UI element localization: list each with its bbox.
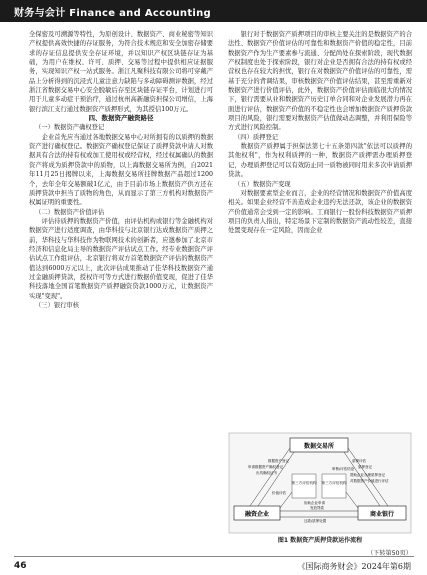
edge-label: 出具确权证书 xyxy=(256,471,277,475)
subsection-heading: （五）数据资产变现 xyxy=(234,180,291,188)
subsection-heading: （四）质押登记 xyxy=(234,133,279,141)
subsection-heading: （一）数据资产确权登记 xyxy=(35,124,105,132)
node-enterprise-label: 融资企业 xyxy=(244,511,270,518)
edge-label: 数据资产登记 xyxy=(268,459,289,463)
paragraph: 数据资产质押属于担保法第七十五条第四款"依法可以质押的其他权利"，作为权利质押的一种，数据资产质押需办理质押登记，办理质押登记可以有效防止同一质物被同时用来多次申请质押贷款。 xyxy=(228,143,412,179)
flow-diagram xyxy=(228,432,412,546)
node-exchange-label: 数据交易所 xyxy=(303,443,335,450)
page-number: 46 xyxy=(14,561,27,571)
paragraph: 企业首先应当通过各地数据交易中心对所拥有的以质押的数据资产进行确权登记。数据资产确权登记保证了质押贷款申请人对数据具有合法的持有权或加工使用权或经营权，经过权属确认的数据资产将成为质押贷款中的质物，以上海数据交易所为例，自2021年11月25日揭牌以来，上海数据交易所挂牌数据产品超过1200个，去年全年交易额破1亿元，由于目前市场上数据资产供方还在质押贷款中担当了质物的角色，从而显示了第三方机构对数据资产权属证明的重要性。 xyxy=(29,133,213,207)
node-assessor-right xyxy=(322,474,346,498)
node-bank-label: 商业银行 xyxy=(369,511,395,518)
subsection-heading: （二）数据资产价值评估 xyxy=(35,208,105,216)
edge-label: 还款/质押处置 xyxy=(304,519,327,523)
section-header: 财务与会计 Finance and Accounting xyxy=(14,8,212,19)
section-heading: 四、数据资产融资路径 xyxy=(88,114,154,123)
paragraph: 银行对于数据资产质押项目的审核主要关注的是数据资产的合法性、数据资产价值评估的可靠性和数据资产价值的稳定性，目前数据资产作为生产要素参与流通、分配尚处在探索阶段，现代数据产权制度也处于探索阶段，银行对企业是否拥有合法的持有权或经营权也存在较大的担忧，银行在对数据资产价值评估的可靠性，需基于充分的背调结果，审核数据资产价值评估结果，甚至需重新对数据资产进行价值评估，此外，数据资产价值评估面临很大的情况下，银行需要从业和数据资产历史订单合同和对企业发展潜力再在面进行评估，数据资产价值的不稳定性也会增加数据资产质押贷款项目的风险，银行需要对数据资产估值做动态调整，并利用保险等方式进行风险控制。 xyxy=(228,31,412,132)
continued-note: （下转第50页） xyxy=(367,550,412,557)
edge-label: 质押登记 xyxy=(358,465,372,469)
footer-divider xyxy=(14,556,414,557)
node-assessor-left xyxy=(292,474,316,498)
edge-label: 价值评估 xyxy=(272,491,286,495)
edge-label: 对数据资产价值进行评估 xyxy=(350,479,389,483)
right-column xyxy=(228,30,412,236)
edge-label: 帮助企业办理质押登记 xyxy=(350,473,385,477)
paragraph: 评估待质押的数据资产价值，由评估机构或银行等金融机构对数据资产进行适度调查，由华科技与北京银行达成数据资产质押之前，华科技与华科技作为物联网技术的创新者，应邀参加了北京市经济和信息化局主导的数据资产评估试点工作。经专业数据资产评估试点工作组评估，北京银行将双方首笔数据资产评估的数据资产值达到6000万元以上，此次评估成果推动了佳华科技数据资产通过金融质押贷款，授权许可等方式进行数据价值变现，促进了佳华科技落地全国首笔数据资产质押融资贷款1000万元，让数据资产实现"变现"。 xyxy=(29,217,213,300)
subsection-heading: （三）银行审核 xyxy=(35,301,80,309)
edge-label: 发放贷款 xyxy=(310,506,324,510)
paragraph: 对数据要素型企业而言，企业的经营情况和数据资产价值高度相关。如果企业经营不善造成企业违约无法还款，该企业的数据资产价值通常会受到一定的影响。工商银行一股份科技数据资产质押项目的负责人指出，特定场景下定制的数据资产流动性较差，直接处置变现存在一定风险，因而企业 xyxy=(228,189,412,235)
left-column xyxy=(29,30,213,310)
edge-label: 审核/评估结论 xyxy=(332,467,355,471)
edge-label: 申请数据资产确权登记 xyxy=(248,465,283,469)
node-assessor-right-label: 第三方评估机构 xyxy=(321,481,347,485)
paragraph: 全保密及可溯源等特性，为原创设计、数据资产、商业秘密等知识产权提供高效快捷的存证服务，为符合技术规范和安全加密存储要求的存证信息提供安全存证环境，并以知识产权区块链存证为基础，为用户在维权、许可、质押、交易等过程中提供相应证据服务，实现知识产权一站式服务。浙江凡聚科技有限公司将可穿戴产品上分析得到的沉浸式儿童注意力缺陷与多动障碍测评数据，经过浙江省数据交易中心安全脱敏后存至区块链存证平台，计划进行可用于儿童多动症干预治疗，通过杭州高新融资担保公司增信，上海银行滨江支行通过数据资产质押形式，为其授信100万元。 xyxy=(29,31,213,113)
figure-caption: 图1 数据资产质押贷款运作流程 xyxy=(277,537,363,544)
edge-label: 质押评估 xyxy=(352,459,366,463)
node-assessor-left-label: 第三方评估机构 xyxy=(291,481,317,485)
journal-title: 《国际商务财会》2024年第6期 xyxy=(297,562,411,571)
edge-label: 协助企业申请 xyxy=(304,501,325,505)
